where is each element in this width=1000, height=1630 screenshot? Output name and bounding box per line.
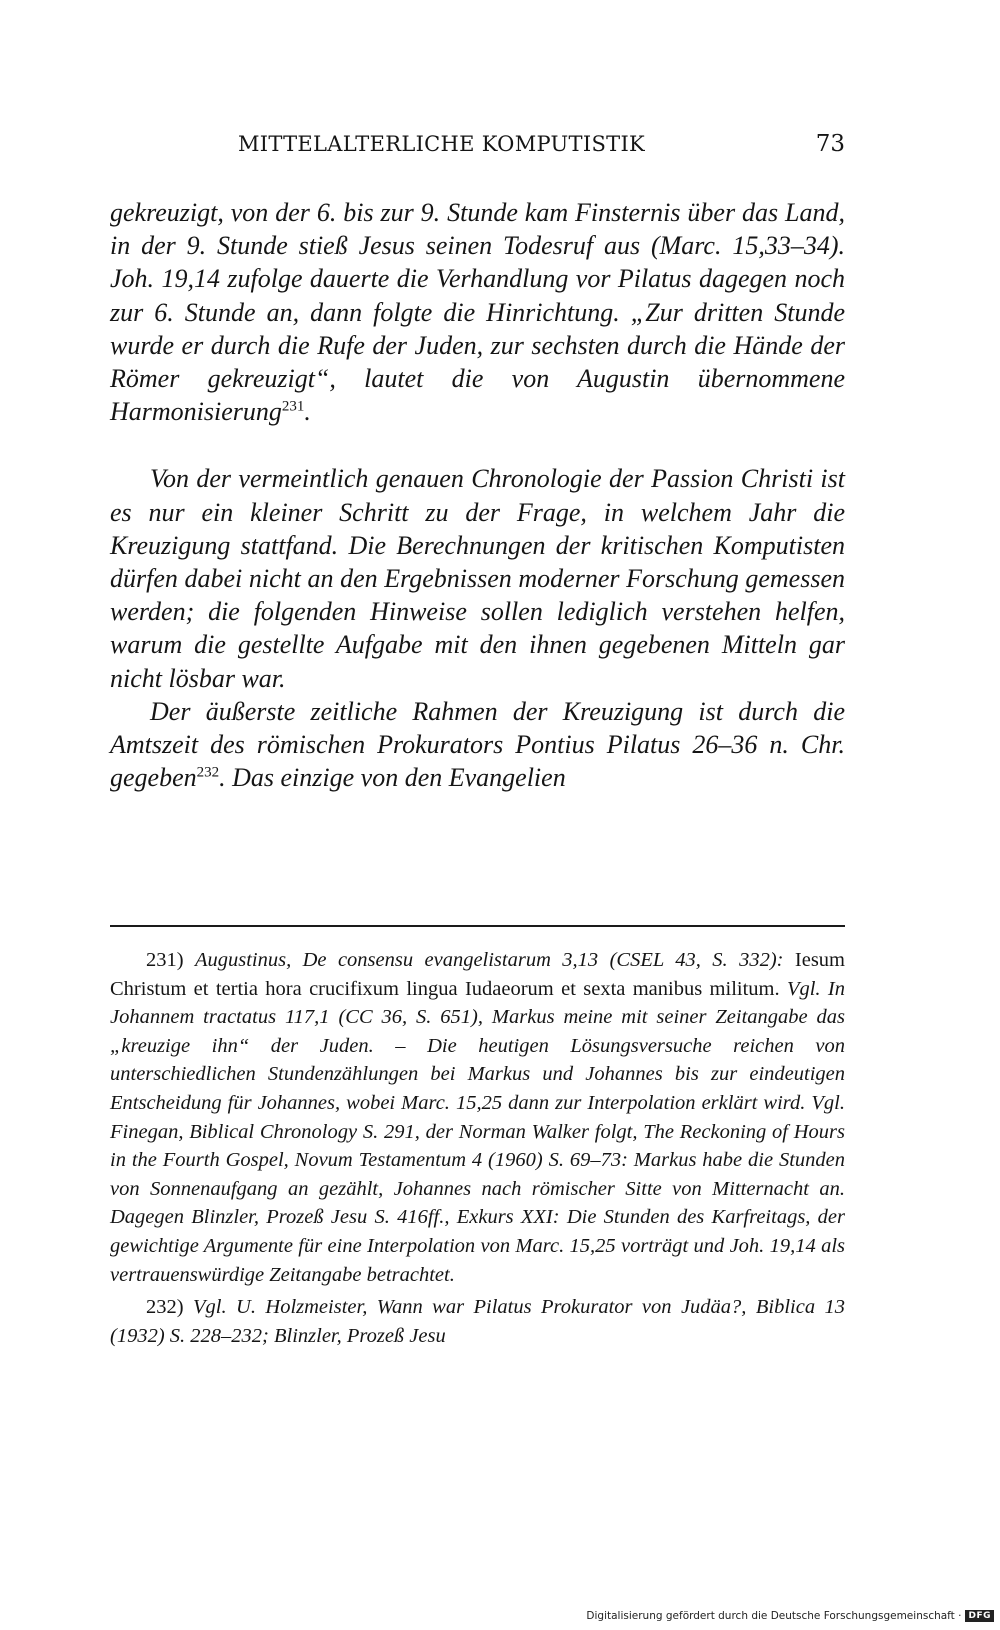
- paragraph-1: [110, 196, 845, 428]
- footnote-231-quote: Iesum Christum et tertia hora crucifixum lingua Iudaeorum et sexta manibus militum.: [110, 949, 846, 1000]
- paragraph-3-text: Der äußerste zeitliche Rahmen der Kreuzigung ist durch die Amtszeit des römischen Prokurators Pontius Pilatus 26–36 n. Chr. gegeben: [110, 696, 845, 793]
- footnote-231-commentary: Vgl. In Johannem tractatus 117,1 (CC 36, S. 651), Markus meine mit seiner Zeitangabe das „kreuzige ihn“ der Juden. – Die heutigen Lösungsversuche reichen von unterschiedlichen Stundenzählungen bei Markus und Johannes bis zur eindeutigen Entscheidung für Johannes, wobei Marc. 15,25 dann zur Interpolation erklärt wird. Vgl. Finegan, Biblical Chronology S. 291, der Norman Walker folgt, The Reckoning of Hours in the Fourth Gospel, Novum Testamentum 4 (1960) S. 69–73: Markus habe die Stunden von Sonnenaufgang an gezählt, Johannes nach römischer Sitte von Mitternacht an. Dagegen Blinzler, Prozeß Jesu S. 416ff., Exkurs XXI: Die Stunden des Karfreitags, der gewichtige Argumente für eine Interpolation von Marc. 15,25 vorträgt und Joh. 19,14 als vertrauenswürdige Zeitangabe betrachtet.: [110, 977, 845, 1286]
- page-header: [110, 132, 845, 162]
- footnote-divider: [110, 925, 845, 927]
- paragraph-3: [110, 695, 845, 795]
- footnote-232-text: Vgl. U. Holzmeister, Wann war Pilatus Prokurator von Judäa?, Biblica 13 (1932) S. 228–232; Blinzler, Prozeß Jesu: [110, 1296, 846, 1347]
- main-text: [110, 196, 845, 794]
- credit-text: Digitalisierung gefördert durch die Deutsche Forschungsgemeinschaft ·: [586, 1610, 962, 1622]
- digitization-credit: [586, 1610, 994, 1622]
- paragraph-3-end: . Das einzige von den Evangelien: [219, 763, 566, 793]
- footnote-232: [110, 1293, 845, 1350]
- footnote-ref-231[interactable]: 231: [281, 398, 305, 415]
- paragraph-2: [110, 462, 845, 694]
- paragraph-1-end: .: [304, 397, 311, 427]
- dfg-logo: DFG: [965, 1610, 994, 1622]
- footnote-ref-232[interactable]: 232: [196, 764, 220, 781]
- footnote-232-number: 232): [146, 1296, 184, 1319]
- footnote-231-source: Augustinus, De consensu evangelistarum 3,13 (CSEL 43, S. 332):: [194, 949, 784, 971]
- footnote-231: [110, 946, 845, 1289]
- paragraph-1-text: gekreuzigt, von der 6. bis zur 9. Stunde kam Finsternis über das Land, in der 9. Stunde stieß Jesus seinen Todesruf aus (Marc. 15,33–34). Joh. 19,14 zufolge dauerte die Verhandlung vor Pilatus dagegen noch zur 6. Stunde an, dann folgte die Hinrichtung. „Zur dritten Stunde wurde er durch die Rufe der Juden, zur sechsten durch die Hände der Römer gekreuzigt“, lautet die von Augustin übernommene Harmonisierung: [110, 198, 845, 427]
- footnotes: [110, 946, 845, 1350]
- running-title: MITTELALTERLICHE KOMPUTISTIK: [238, 132, 646, 156]
- paragraph-2-text: Von der vermeintlich genauen Chronologie der Passion Christi ist es nur ein kleiner Schritt zu der Frage, in welchem Jahr die Kreuzigung stattfand. Die Berechnungen der kritischen Komputisten dürfen dabei nicht an den Ergebnissen moderner Forschung gemessen werden; die folgenden Hinweise sollen lediglich verstehen helfen, warum die gestellte Aufgabe mit den ihnen gegebenen Mitteln gar nicht lösbar war.: [110, 464, 845, 693]
- page-number: 73: [815, 131, 845, 157]
- footnote-231-number: 231): [146, 949, 184, 971]
